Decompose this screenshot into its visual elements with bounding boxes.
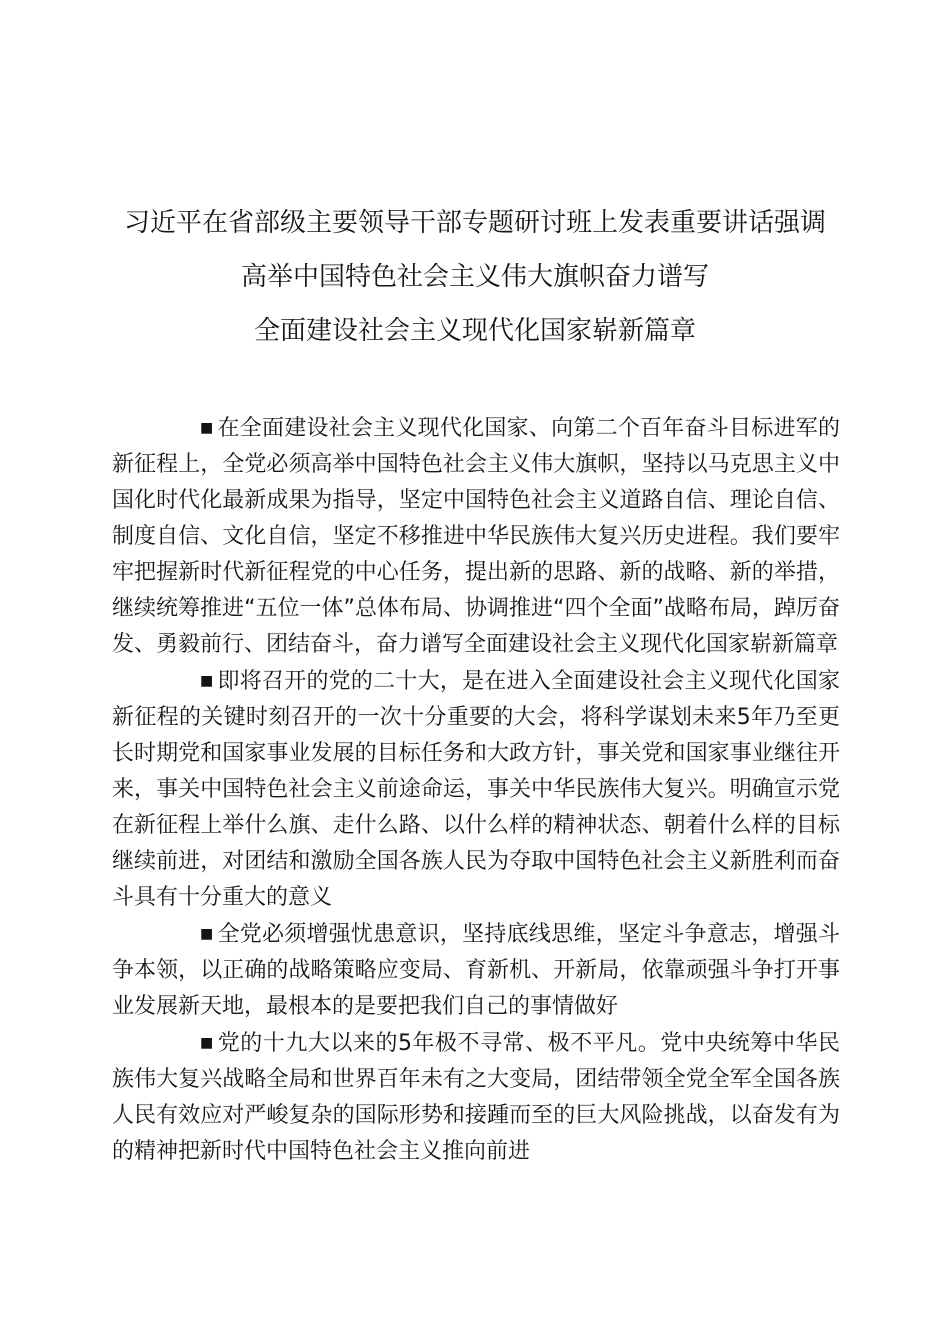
paragraph-text: 即将召开的党的二十大，是在进入全面建设社会主义现代化国家新征程的关键时刻召开的一次十分重要的大会，将科学谋划未来5年乃至更长时期党和国家事业发展的目标任务和大政方针，事关党和国家事业继往开来，事关中国特色社会主义前途命运，事关中华民族伟大复兴。明确宣示党在新征程上举什么旗、走什么路、以什么样的精神状态、朝着什么样的目标继续前进，对团结和激励全国各族人民为夺取中国特色社会主义新胜利而奋斗具有十分重大的意义 <box>112 669 840 910</box>
paragraph-text: 党的十九大以来的5年极不寻常、极不平凡。党中央统筹中华民族伟大复兴战略全局和世界百年未有之大变局，团结带领全党全军全国各族人民有效应对严峻复杂的国际形势和接踵而至的巨大风险挑战，以奋发有为的精神把新时代中国特色社会主义推向前进 <box>112 1031 840 1164</box>
square-bullet-icon: ■ <box>200 926 214 942</box>
paragraph-2 <box>112 663 840 916</box>
paragraph-3 <box>112 916 840 1025</box>
paragraph-text: 在全面建设社会主义现代化国家、向第二个百年奋斗目标进军的新征程上，全党必须高举中国特色社会主义伟大旗帜，坚持以马克思主义中国化时代化最新成果为指导，坚定中国特色社会主义道路自信、理论自信、制度自信、文化自信，坚定不移推进中华民族伟大复兴历史进程。我们要牢牢把握新时代新征程党的中心任务，提出新的思路、新的战略、新的举措，继续统筹推进“五位一体”总体布局、协调推进“四个全面”战略布局，踔厉奋发、勇毅前行、团结奋斗，奋力谱写全面建设社会主义现代化国家崭新篇章 <box>112 416 840 657</box>
square-bullet-icon: ■ <box>200 673 214 689</box>
square-bullet-icon: ■ <box>200 420 214 436</box>
article-body <box>112 410 840 1170</box>
paragraph-text: 全党必须增强忧患意识，坚持底线思维，坚定斗争意志，增强斗争本领，以正确的战略策略应变局、育新机、开新局，依靠顽强斗争打开事业发展新天地，最根本的是要把我们自己的事情做好 <box>112 922 840 1019</box>
paragraph-1 <box>112 410 840 663</box>
headline-line-3: 全面建设社会主义现代化国家崭新篇章 <box>253 316 696 346</box>
headline-line-1: 习近平在省部级主要领导干部专题研讨班上发表重要讲话强调 <box>123 208 826 238</box>
square-bullet-icon: ■ <box>200 1035 214 1051</box>
headline-line-2: 高举中国特色社会主义伟大旗帜奋力谱写 <box>240 262 709 292</box>
paragraph-4 <box>112 1025 840 1170</box>
headline <box>0 196 950 358</box>
